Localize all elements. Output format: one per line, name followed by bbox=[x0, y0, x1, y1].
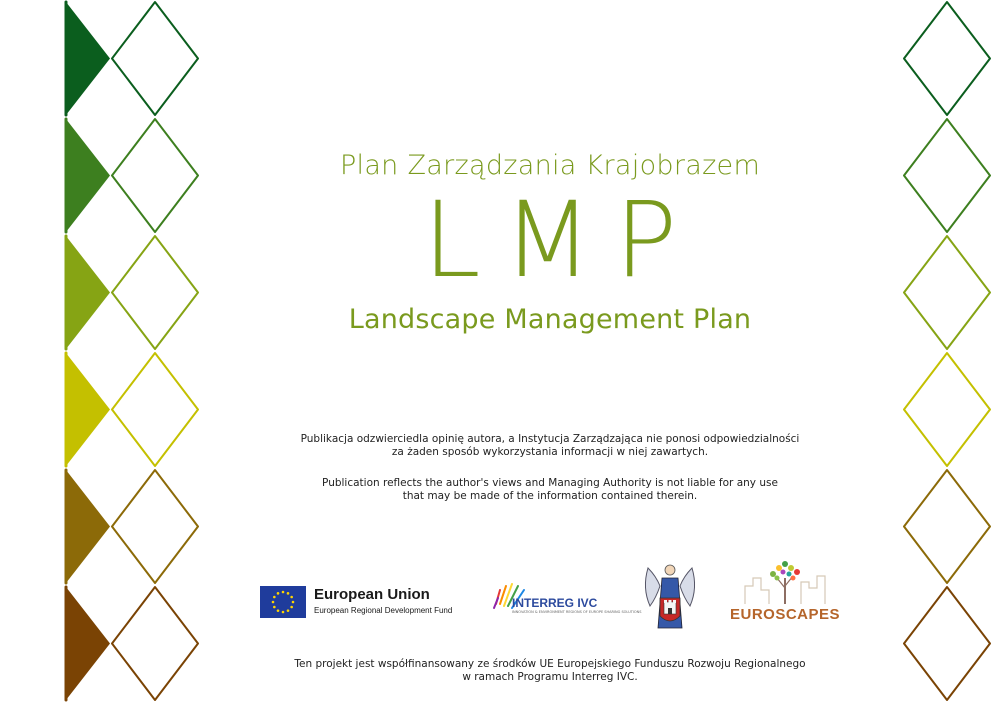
polish-title: Plan Zarządzania Krajobrazem bbox=[339, 150, 761, 181]
left-diamond bbox=[112, 353, 198, 466]
tree-skyline-icon bbox=[725, 556, 845, 606]
funding-line2: w ramach Programu Interreg IVC. bbox=[462, 671, 638, 683]
funding-line1: Ten projekt jest współfinansowany ze środków UE Europejskiego Funduszu Rozwoju Regionalnego bbox=[294, 658, 806, 670]
eu-star bbox=[292, 601, 295, 604]
lmp-acronym: LMP bbox=[422, 179, 700, 301]
left-triangle bbox=[66, 470, 110, 583]
eu-logo bbox=[260, 586, 480, 620]
eu-flag-icon bbox=[260, 586, 306, 618]
left-diamond-border bbox=[64, 0, 202, 702]
eu-star bbox=[273, 596, 276, 599]
disclaimer-english bbox=[210, 477, 890, 503]
left-diamond bbox=[112, 587, 198, 700]
right-diamond-border bbox=[900, 0, 992, 702]
disclaimer-pl-line1: Publikacja odzwierciedla opinię autora, a Instytucja Zarządzająca nie ponosi odpowiedzialności bbox=[300, 433, 800, 445]
disclaimer-en-line1: Publication reflects the author's views and Managing Authority is not liable for any use bbox=[322, 477, 778, 489]
eu-subtitle: European Regional Development Fund bbox=[314, 606, 453, 615]
right-diamond bbox=[904, 2, 990, 115]
left-triangle bbox=[66, 353, 110, 466]
eu-star bbox=[272, 601, 275, 604]
left-diamond bbox=[112, 236, 198, 349]
right-diamond bbox=[904, 119, 990, 232]
disclaimer-en-line2: that may be made of the information contained therein. bbox=[402, 490, 698, 502]
left-diamond bbox=[112, 470, 198, 583]
left-triangle bbox=[66, 236, 110, 349]
disclaimer-pl-line2: za żaden sposób wykorzystania informacji w niej zawartych. bbox=[391, 446, 709, 458]
interreg-logo bbox=[490, 576, 642, 626]
partner-logos bbox=[255, 548, 855, 634]
disclaimer-polish bbox=[210, 433, 890, 459]
eu-star bbox=[287, 592, 290, 595]
eu-star bbox=[282, 611, 285, 614]
euroscapes-title: EUROSCAPES bbox=[729, 606, 841, 623]
right-diamond bbox=[904, 236, 990, 349]
left-diamond bbox=[112, 2, 198, 115]
right-diamond bbox=[904, 470, 990, 583]
interreg-title: INTERREG IVC bbox=[512, 596, 598, 610]
eu-star bbox=[277, 592, 280, 595]
eu-star bbox=[287, 609, 290, 612]
funding-note bbox=[210, 658, 890, 684]
eu-star bbox=[282, 591, 285, 594]
interreg-subtitle: INNOVATION & ENVIRONMENT REGIONS OF EUROPE SHARING SOLUTIONS bbox=[512, 610, 642, 614]
eu-title: European Union bbox=[314, 586, 430, 603]
right-diamond bbox=[904, 587, 990, 700]
left-diamond bbox=[112, 119, 198, 232]
english-title: Landscape Management Plan bbox=[348, 304, 752, 335]
eu-star bbox=[277, 609, 280, 612]
left-triangle bbox=[66, 119, 110, 232]
left-triangle bbox=[66, 587, 110, 700]
right-diamond bbox=[904, 353, 990, 466]
eu-star bbox=[290, 596, 293, 599]
euroscapes-logo bbox=[725, 556, 845, 634]
torun-coat-of-arms-icon bbox=[640, 558, 700, 636]
eu-star bbox=[290, 606, 293, 609]
left-triangle bbox=[66, 2, 110, 115]
eu-star bbox=[273, 606, 276, 609]
